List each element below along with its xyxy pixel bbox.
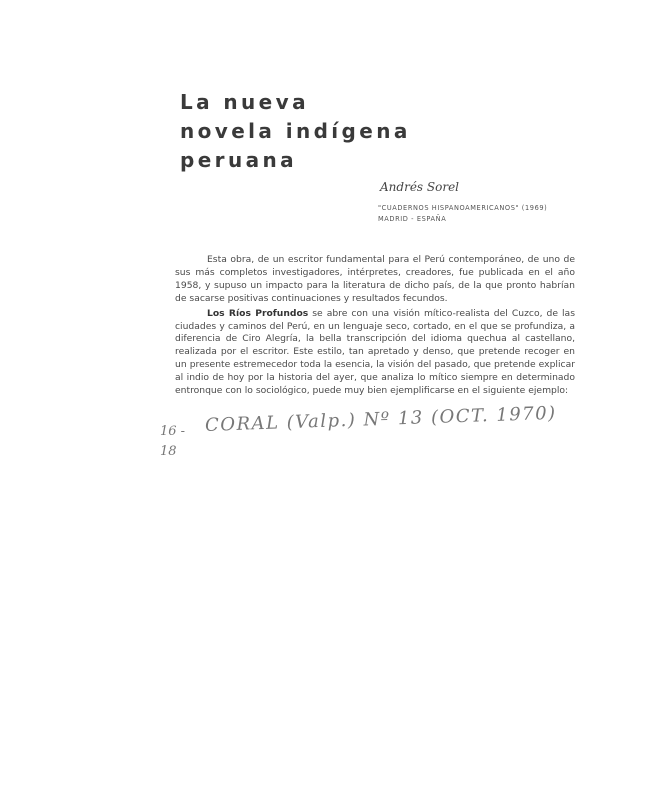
paragraph-2	[175, 308, 575, 398]
handwritten-page-range	[160, 422, 185, 462]
source-publication: "CUADERNOS HISPANOAMERICANOS" (1969)	[378, 204, 548, 212]
paragraph-2-text: se abre con una visión mítico-realista del Cuzco, de las ciudades y caminos del Perú, en un lenguaje seco, cortado, en el que se profundiza, a diferencia de Ciro Alegría, la bella transcripción del idioma quechua al castellano, realizada por el escritor. Este estilo, tan apretado y denso, que pretende recoger en un presente estremecedor toda la esencia, la visión del pasado, que pretende explicar al indio de hoy por la historia del ayer, que analiza lo mítico siempre en determinado entronque con lo sociológico, puede muy bien ejemplificarse en el siguiente ejemplo:	[175, 307, 575, 397]
title-line-3: peruana	[180, 148, 298, 172]
book-title: Los Ríos Profundos	[207, 307, 309, 319]
page-range-start: 16 -	[160, 424, 186, 439]
handwritten-source-note: CORAL (Valp.) Nº 13 (OCT. 1970)	[204, 402, 558, 436]
page-range-end: 18	[160, 444, 177, 459]
title-line-1: La nueva	[180, 90, 309, 114]
article-body	[175, 254, 575, 398]
title-line-2: novela indígena	[180, 119, 411, 143]
paragraph-1: Esta obra, de un escritor fundamental para el Perú contemporáneo, de uno de sus más completos investigadores, intérpretes, creadores, fue publicada en el año 1958, y supuso un impacto para la literatura de dicho país, de la que pronto habrían de sacarse positivas continuaciones y resultados fecundos.	[175, 254, 575, 304]
article-title	[180, 88, 410, 175]
source-citation	[378, 203, 547, 225]
source-location: MADRID - ESPAÑA	[378, 215, 447, 223]
author-name: Andrés Sorel	[380, 180, 460, 194]
